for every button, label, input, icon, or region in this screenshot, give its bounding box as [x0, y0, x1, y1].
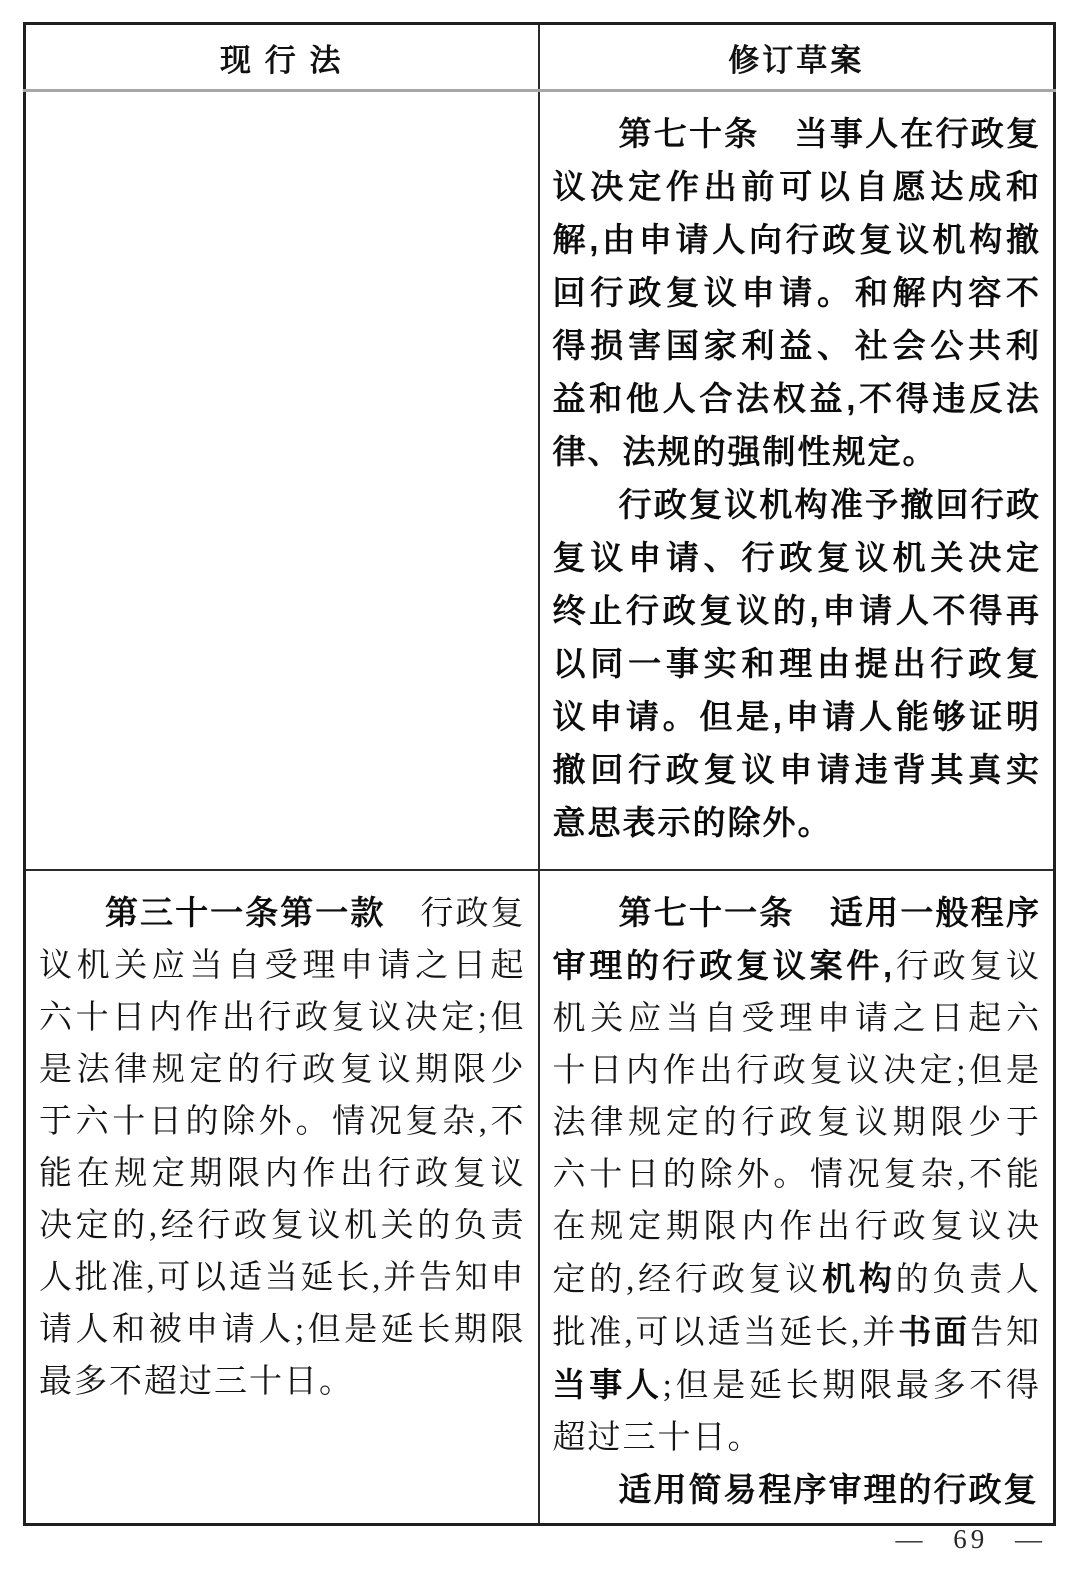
cell-draft-article-70 — [539, 91, 1055, 871]
cell-draft-article-71 — [539, 870, 1055, 1525]
emphasized-text: 行政复议机构准予撤回行政复议申请、行政复议机关决定终止行政复议的,申请人不得再以同一事实和理由提出行政复议申请。但是,申请人能够证明撤回行政复议申请违背其真实意思表示的除外。 — [552, 486, 1041, 841]
cell-current-law-article-31 — [25, 870, 539, 1525]
emphasized-text: 适用简易程序审理的行政复 — [618, 1471, 1039, 1508]
paragraph — [553, 1464, 1042, 1517]
emphasized-text: 机构 — [822, 1260, 896, 1297]
paragraph — [39, 887, 526, 1408]
cell-current-law-empty — [25, 91, 539, 871]
paragraph — [553, 887, 1042, 1464]
emphasized-text: 书面 — [898, 1313, 971, 1350]
header-revision-draft: 修订草案 — [539, 24, 1055, 91]
body-text: 告知 — [970, 1315, 1042, 1351]
emphasized-text: 当事人 — [552, 1366, 663, 1403]
emphasized-text: 第七十条 当事人在行政复议决定作出前可以自愿达成和解,由申请人向行政复议机构撤回行政复议申请。和解内容不得损害国家利益、社会公共利益和他人合法权益,不得违反法律、法规的强制性规定。 — [552, 115, 1041, 470]
body-text: ;但是延长期限最多不得超过三十日。 — [552, 1368, 1042, 1456]
body-text: 行政复议机关应当自受理申请之日起六十日内作出行政复议决定;但是法律规定的行政复议期限少于六十日的除外。情况复杂,不能在规定期限内作出行政复议决定的,经行政复议 — [552, 949, 1042, 1298]
emphasized-text: 第七十一条 适用一般程序审理的行政复议案件, — [552, 894, 1041, 984]
table-header-row — [25, 24, 1055, 91]
paragraph — [553, 108, 1042, 479]
header-current-law: 现 行 法 — [25, 24, 539, 91]
paragraph — [553, 479, 1042, 850]
body-text: 行政复议机关应当自受理申请之日起六十日内作出行政复议决定;但是法律规定的行政复议期限少于六十日的除外。情况复杂,不能在规定期限内作出行政复议决定的,经行政复议机关的负责人批准,可以适当延长,并告知申请人和被申请人;但是延长期限最多不超过三十日。 — [39, 896, 526, 1400]
body-text: 的负责人批准,可以适当延长,并 — [552, 1262, 1042, 1351]
emphasized-text: 第三十一条第一款 — [105, 894, 421, 931]
table-row-article-71 — [25, 870, 1055, 1525]
law-comparison-table — [23, 22, 1056, 1526]
page-number: — 69 — — [895, 1524, 1046, 1554]
table-row-article-70 — [25, 91, 1055, 871]
